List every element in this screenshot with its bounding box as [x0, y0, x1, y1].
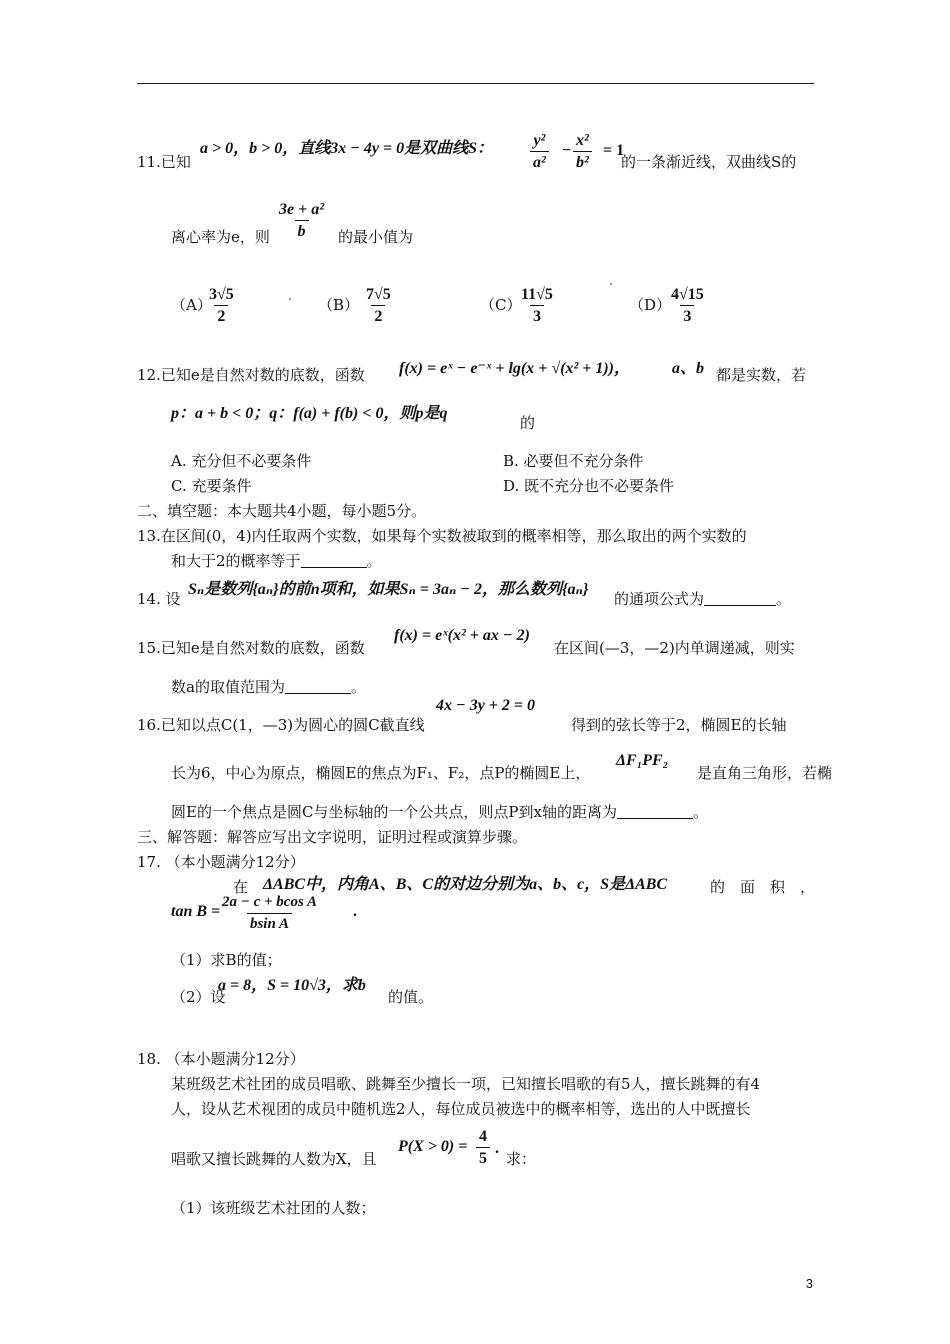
q16-answer-blank[interactable] [617, 818, 693, 819]
q11-condition: a > 0，b > 0，直线3x − 4y = 0是双曲线S： [200, 140, 494, 157]
q11-option-d-label: （D） [629, 296, 672, 314]
q12-ab: a、b [672, 360, 705, 377]
q17-part2-post: 的值。 [388, 988, 434, 1006]
q17-tan-fraction: $\frac{\text{2a − c + bcos A}}{\text{bsin A}}$ [222, 894, 317, 932]
section-fill-in-heading: 二、填空题：本大题共4小题，每小题5分。 [137, 502, 427, 520]
header-rule [137, 83, 814, 84]
q12-condition: p：a + b < 0；q：f(a) + f(b) < 0，则p是q [171, 405, 448, 422]
q13-line1: 13.在区间(0，4)内任取两个实数，如果每个实数被取到的概率相等，那么取出的两个实数的 [137, 527, 747, 545]
q15-suffix: 在区间(—3，—2)内单调递减，则实 [554, 639, 795, 657]
q11-term-x2b2: $\frac{\text{x²}}{\text{b²}}$ [573, 131, 592, 172]
q18-probability-fraction: $\frac{4}{5}$ [476, 1127, 490, 1168]
q14-math: Sₙ是数列{aₙ}的前n项和，如果Sₙ = 3aₙ − 2，那么数列{aₙ} [188, 581, 589, 598]
q11-option-b-label: （B） [318, 296, 360, 314]
q17-triangle-statement: ΔABC中，内角A、B、C的对边分别为a、b、c，S是ΔABC [263, 876, 668, 893]
q13-answer-blank[interactable] [301, 567, 367, 568]
q15-answer-blank[interactable] [285, 693, 351, 694]
q17-heading: 17. （本小题满分12分） [137, 853, 305, 871]
q18-dot: . [495, 1140, 499, 1157]
q11-term-y2a2: $\frac{\text{y²}}{\text{a²}}$ [530, 131, 549, 172]
q17-dot: . [353, 903, 357, 920]
q11-option-b-value: $\frac{7√5}{2}$ [366, 286, 391, 325]
q18-heading: 18. （本小题满分12分） [137, 1050, 305, 1068]
q12-option-a: A. 充分但不必要条件 [171, 452, 312, 470]
scan-speck [289, 298, 291, 300]
q17-part2-pre: （2）设 [171, 988, 226, 1006]
q15-math: f(x) = eˣ(x² + ax − 2) [394, 627, 530, 644]
scan-speck [610, 283, 612, 285]
q11-eccentric-fraction: $\frac{\text{3e + a²}}{b}$ [279, 201, 325, 240]
q17-part2-math: a = 8，S = 10√3，求b [218, 977, 366, 994]
section-solution-heading: 三、解答题：解答应写出文字说明，证明过程或演算步骤。 [137, 828, 528, 846]
q11-option-c-value: $\frac{11√5}{3}$ [521, 286, 553, 325]
q14-prefix: 14. 设 [137, 590, 181, 608]
q18-line3-pre: 唱歌又擅长跳舞的人数为X，且 [171, 1150, 377, 1168]
q18-part1: （1）该班级艺术社团的人数； [171, 1199, 376, 1217]
q11-option-a-label: （A） [171, 296, 212, 314]
q11-option-d-value: $\frac{4√15}{3}$ [671, 286, 704, 325]
q12-suffix: 都是实数，若 [716, 366, 807, 384]
q16-line2-pre: 长为6，中心为原点，椭圆E的焦点为F₁、F₂，点P的椭圆E上， [171, 764, 591, 782]
q12-prefix: 12.已知e是自然对数的底数，函数 [137, 366, 365, 384]
q17-area-text: 的 面 积 ， [710, 878, 816, 896]
q11-line2-post: 的最小值为 [338, 228, 414, 246]
q14-suffix: 的通项公式为 。 [614, 590, 792, 608]
q13-line2: 和大于2的概率等于 。 [171, 552, 382, 570]
q11-option-a-value: $\frac{3√5}{2}$ [209, 286, 234, 325]
q17-tan-label: tan B = [171, 903, 221, 920]
q12-line2-tail: 的 [520, 414, 536, 432]
q17-in: 在 [233, 878, 249, 896]
q11-prefix: 11.已知 [137, 153, 191, 171]
q14-answer-blank[interactable] [704, 605, 776, 606]
q12-function: f(x) = eˣ − e⁻ˣ + lg(x + √(x² + 1))， [399, 360, 631, 377]
q17-part1: （1）求B的值； [171, 951, 282, 969]
q15-prefix: 15.已知e是自然对数的底数，函数 [137, 639, 365, 657]
q15-line2: 数a的取值范围为 。 [171, 678, 366, 696]
q16-triangle: ΔF₁PF₂ [616, 752, 669, 769]
q16-suffix: 得到的弦长等于2，椭圆E的长轴 [571, 716, 787, 734]
q11-suffix: 的一条渐近线，双曲线S的 [621, 153, 797, 171]
q18-line1: 某班级艺术社团的成员唱歌、跳舞至少擅长一项，已知擅长唱歌的有5人，擅长跳舞的有4 [171, 1075, 761, 1093]
q16-line-equation: 4x − 3y + 2 = 0 [436, 697, 536, 714]
q18-line3-post: 求： [506, 1150, 537, 1168]
page-number: 3 [805, 1276, 813, 1291]
q11-equals-one: = 1 [603, 142, 625, 159]
q11-option-c-label: （C） [480, 296, 522, 314]
q18-probability: P(X > 0) = [398, 1138, 468, 1155]
q18-line2: 人，设从艺术视团的成员中随机选2人，每位成员被选中的概率相等，选出的人中既擅长 [171, 1100, 751, 1118]
q12-option-b: B. 必要但不充分条件 [503, 452, 644, 470]
q11-line2-pre: 离心率为e，则 [171, 228, 270, 246]
q11-minus: − [562, 142, 572, 159]
q16-line2-post: 是直角三角形，若椭 [697, 764, 833, 782]
q16-line3: 圆E的一个焦点是圆C与坐标轴的一个公共点，则点P到x轴的距离为 。 [171, 803, 708, 821]
q12-option-c: C. 充要条件 [171, 477, 252, 495]
q12-option-d: D. 既不充分也不必要条件 [503, 477, 675, 495]
q16-prefix: 16.已知以点C(1，—3)为圆心的圆C截直线 [137, 716, 425, 734]
